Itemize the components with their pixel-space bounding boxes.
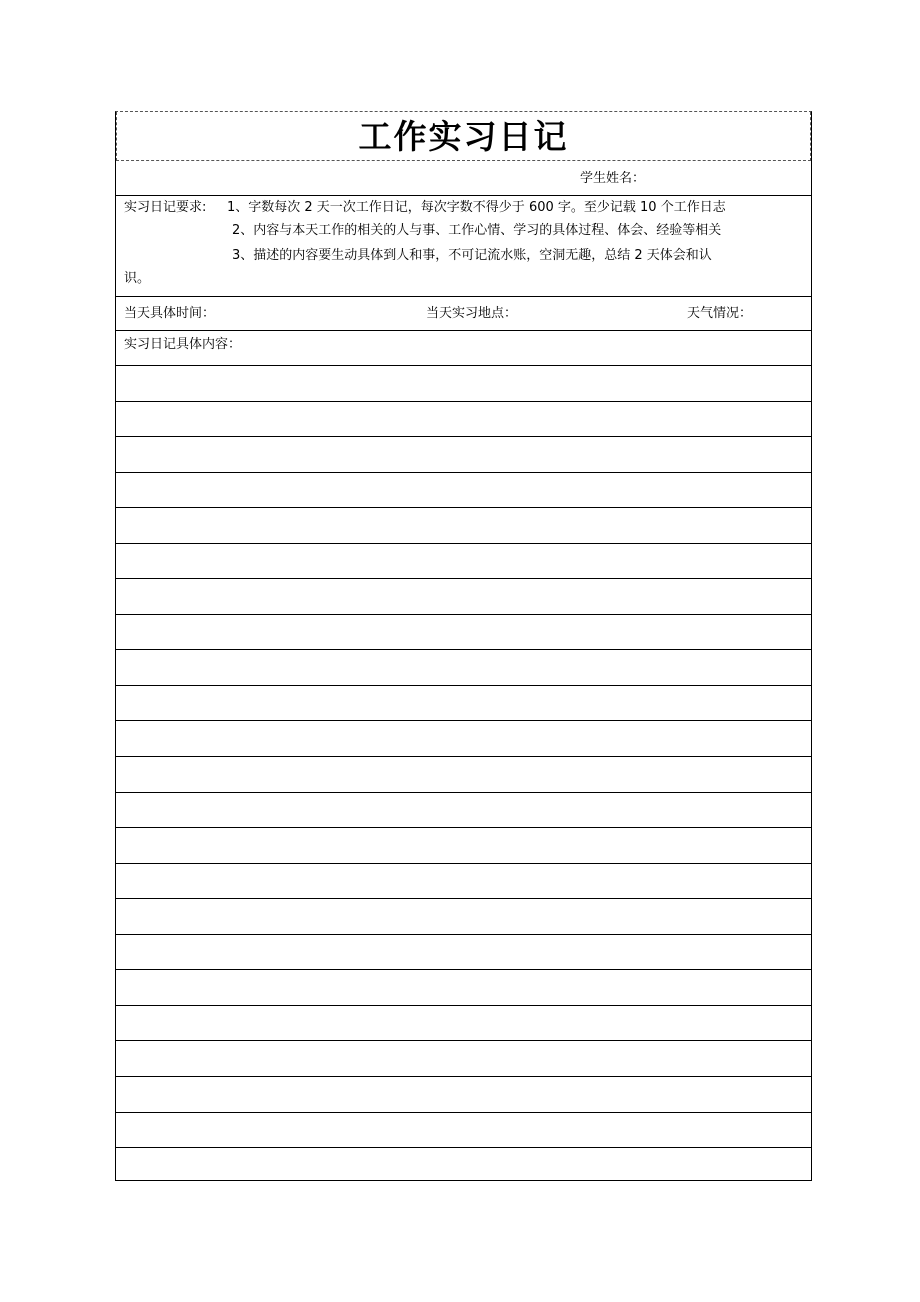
location-label: 当天实习地点： [426, 306, 518, 321]
writing-line [116, 1113, 811, 1149]
requirements-section [116, 196, 811, 297]
writing-line [116, 970, 811, 1006]
writing-line [116, 899, 811, 935]
writing-line [116, 757, 811, 793]
writing-line [116, 1077, 811, 1113]
writing-line [116, 828, 811, 864]
writing-line [116, 1041, 811, 1077]
title-row [116, 112, 811, 161]
writing-line [116, 473, 811, 509]
writing-line [116, 864, 811, 900]
requirements-label: 实习日记要求: [124, 200, 207, 215]
writing-line [116, 1006, 811, 1042]
requirement-item-3: 3、描述的内容要生动具体到人和事，不可记流水账，空洞无趣，总结 2 天体会和认 [232, 248, 712, 263]
writing-line [116, 793, 811, 829]
content-label: 实习日记具体内容： [124, 337, 242, 352]
diary-form [115, 111, 812, 1181]
writing-line [116, 615, 811, 651]
requirement-item-3-continued: 识。 [124, 271, 151, 286]
writing-line [116, 686, 811, 722]
content-heading-row [116, 331, 811, 366]
student-name-row [116, 161, 811, 196]
writing-line [116, 579, 811, 615]
requirement-item-2: 2、内容与本天工作的相关的人与事、工作心情、学习的具体过程、体会、经验等相关 [232, 223, 722, 238]
writing-line [116, 1148, 811, 1184]
page-title: 工作实习日记 [358, 117, 569, 156]
writing-line [116, 935, 811, 971]
writing-line [116, 508, 811, 544]
writing-line [116, 366, 811, 402]
writing-line [116, 437, 811, 473]
daily-info-row [116, 297, 811, 331]
weather-label: 天气情况： [687, 306, 753, 321]
requirement-item-1: 1、字数每次 2 天一次工作日记，每次字数不得少于 600 字。至少记载 10 个工作日志 [227, 200, 726, 215]
date-label: 当天具体时间： [124, 306, 216, 321]
writing-line [116, 722, 811, 758]
writing-line [116, 402, 811, 438]
writing-line [116, 544, 811, 580]
student-name-label: 学生姓名： [580, 171, 646, 186]
writing-line [116, 650, 811, 686]
